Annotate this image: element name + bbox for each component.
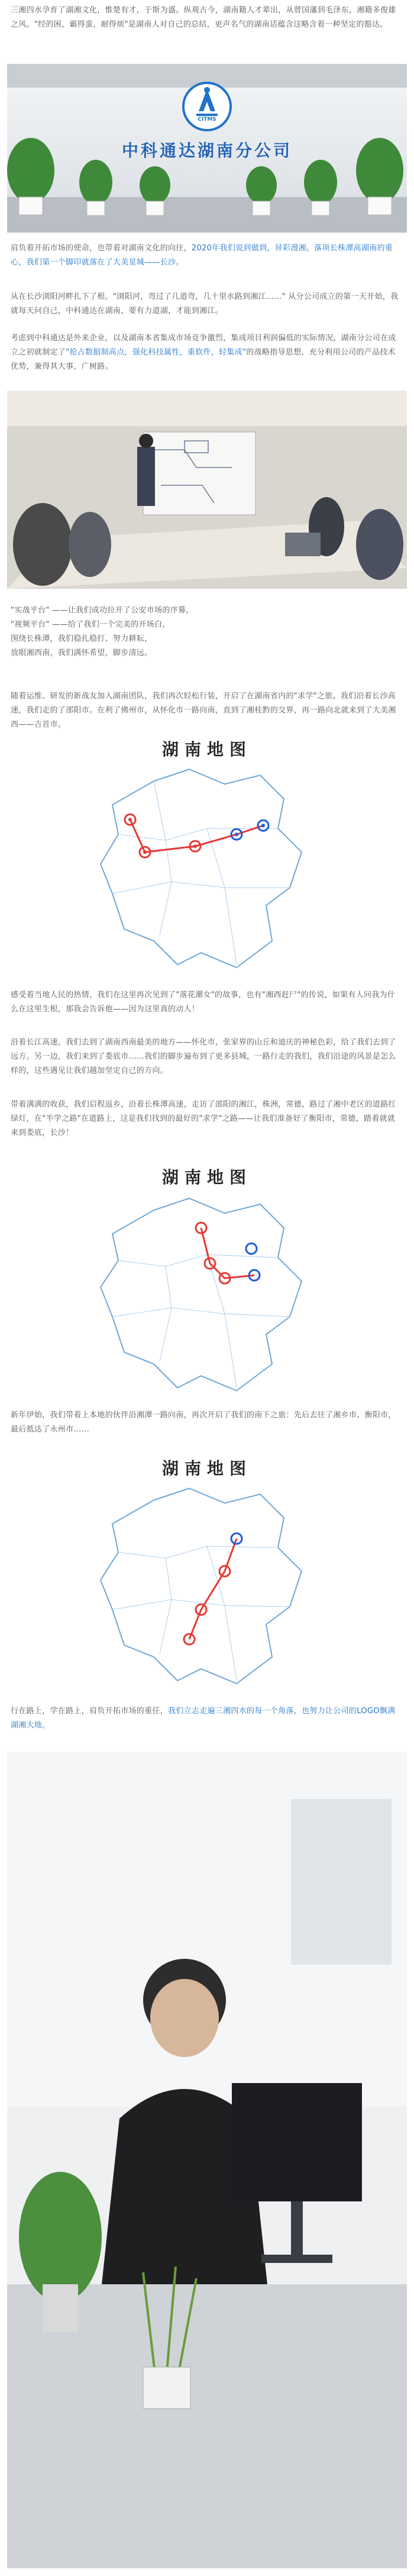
hunan-map-svg-3 (89, 1482, 325, 1690)
hunan-map-1 (89, 763, 325, 976)
paragraph-return: 带着满满的收获，我们启程返乡，沿着长株潭高速，走访了邵阳的湘江，株洲，常德，路过了湘中老区的道路红绿灯，在"半学之路"在道路上，这是我们找到的最好的"求学"之路——让我们准备好了衡阳市，常德，踏着就就来到娄底，长沙！ (11, 1100, 396, 1137)
intro-paragraph: 三湘四水孕育了湖湘文化，惟楚有才，于斯为盛。纵观古今，湖南籍人才辈出，从曾国藩到毛泽东，湘籍多俊雄之风。"经的困，霸得蛮，耐得烦"是湖南人对自己的总结，更声名气的湖南话蕴含这略含着一种坚定的豁达。 (11, 6, 396, 29)
paragraph-strategy (11, 331, 402, 374)
map-title-2: 湖南地图 (161, 1168, 252, 1187)
closing-highlight: 我们立志走遍三湘四水的每一个角落，也努力让公司的LOGO飘满湖湘大地。 (11, 1707, 396, 1730)
desk-photo-illustration (7, 1752, 407, 2568)
meeting-photo (7, 391, 407, 589)
map-title-1: 湖南地图 (161, 740, 252, 759)
platform-line-4: 放眼湘西南，我们满怀希望，脚步清远。 (11, 649, 153, 657)
map-title-3: 湖南地图 (161, 1459, 252, 1478)
hunan-map-2 (89, 1192, 325, 1397)
hunan-map-svg-2 (89, 1192, 325, 1397)
strategy-text-a: 考虑到中科通达是外来企业，以及湖南本省集成市场竞争激烈，集成项目利润偏低的实际情况，湖南分公司在成立之初就制定了 (11, 334, 396, 357)
logo-text: CITMS (198, 117, 216, 122)
company-sign: 中科通达湖南分公司 (121, 141, 292, 160)
desk-photo (7, 1752, 407, 2568)
paragraph-journey-1: 随着运维、研发的新战友加入湖南团队，我们再次轻松行装，开启了在湖南省内的"求学"之旅。我们沿着长沙高速，我们走的了邵阳市。在利了佛州市，从怀化市一路向南，直到了湘桂黔的交界，再一路向北就来到了大美湘西——吉首市。 (11, 692, 396, 729)
strategy-text-c: 的战略指导思想，充分利用公司的产品技术优势，兼得其大事，广树路。 (11, 348, 396, 371)
hunan-map-svg-1 (89, 763, 325, 976)
hunan-map-3 (89, 1482, 325, 1690)
mission-text: 肩负着开拓市场的使命，也带着对湖南文化的向往， (11, 244, 192, 253)
paragraph-xiangxi: 感受着当地人民的热情，我们在这里再次见到了"落花潮女"的故事，也有"湘西赶尸"的传说，如果有人问我为什么在这里生根，那我会告诉他——因为这里真的动人！ (11, 991, 396, 1014)
meeting-room-illustration (7, 391, 407, 589)
closing-text: 行在路上，学在路上，肩负开拓市场的重任， (11, 1707, 169, 1716)
platform-line-2: "视频平台" ——给了我们一个完美的开场白， (11, 620, 170, 629)
platform-line-1: "实战平台" ——让我们成功拉开了公安市场的序幕， (11, 606, 194, 615)
paragraph-closing (11, 1704, 402, 1733)
paragraph-platforms (11, 604, 402, 660)
paragraph-new-year: 新年伊始，我们带着上本地的伙伴沿湘潭一路向南，再次开启了我们的南下之旅：先后去往了湘乡市、衡阳市，最后抵达了永州市…… (11, 1411, 396, 1434)
paragraph-mission (11, 241, 402, 270)
strategy-highlight: "抢占数据制高点，强化科技属性，重软件，轻集成" (66, 348, 247, 357)
paragraph-liuyang: 从在长沙浏阳河畔扎下了根。"浏阳河，弯过了几道弯，几十里水路到湘江……" 从分公司成立的第一天开始，我就每天问自己，中科通达在湖南，要有力道湖，才能到湘江。 (11, 292, 399, 315)
paragraph-journey-2: 沿着长江高速，我们去到了湖南西南最美的地方——怀化市，张家界的山丘和迪庆的神秘色彩，给了我们去到了远方。另一边，我们来到了娄底市……我们的脚步遍布到了更多县城，一路行走的我们，我们沿途的风景是怎么样的，这些遇见让我们越加坚定自己的方向。 (11, 1038, 396, 1075)
company-logo (182, 82, 232, 131)
office-photo-1 (7, 64, 407, 233)
platform-line-3: 围绕长株潭，我们稳扎稳打、努力耕耘， (11, 634, 153, 643)
mission-highlight: 2020年我们说到做到，异彩漫湘。落项长株潭高湖南的重心，我们第一个脚印就落在了大美星城——长沙。 (11, 244, 393, 267)
